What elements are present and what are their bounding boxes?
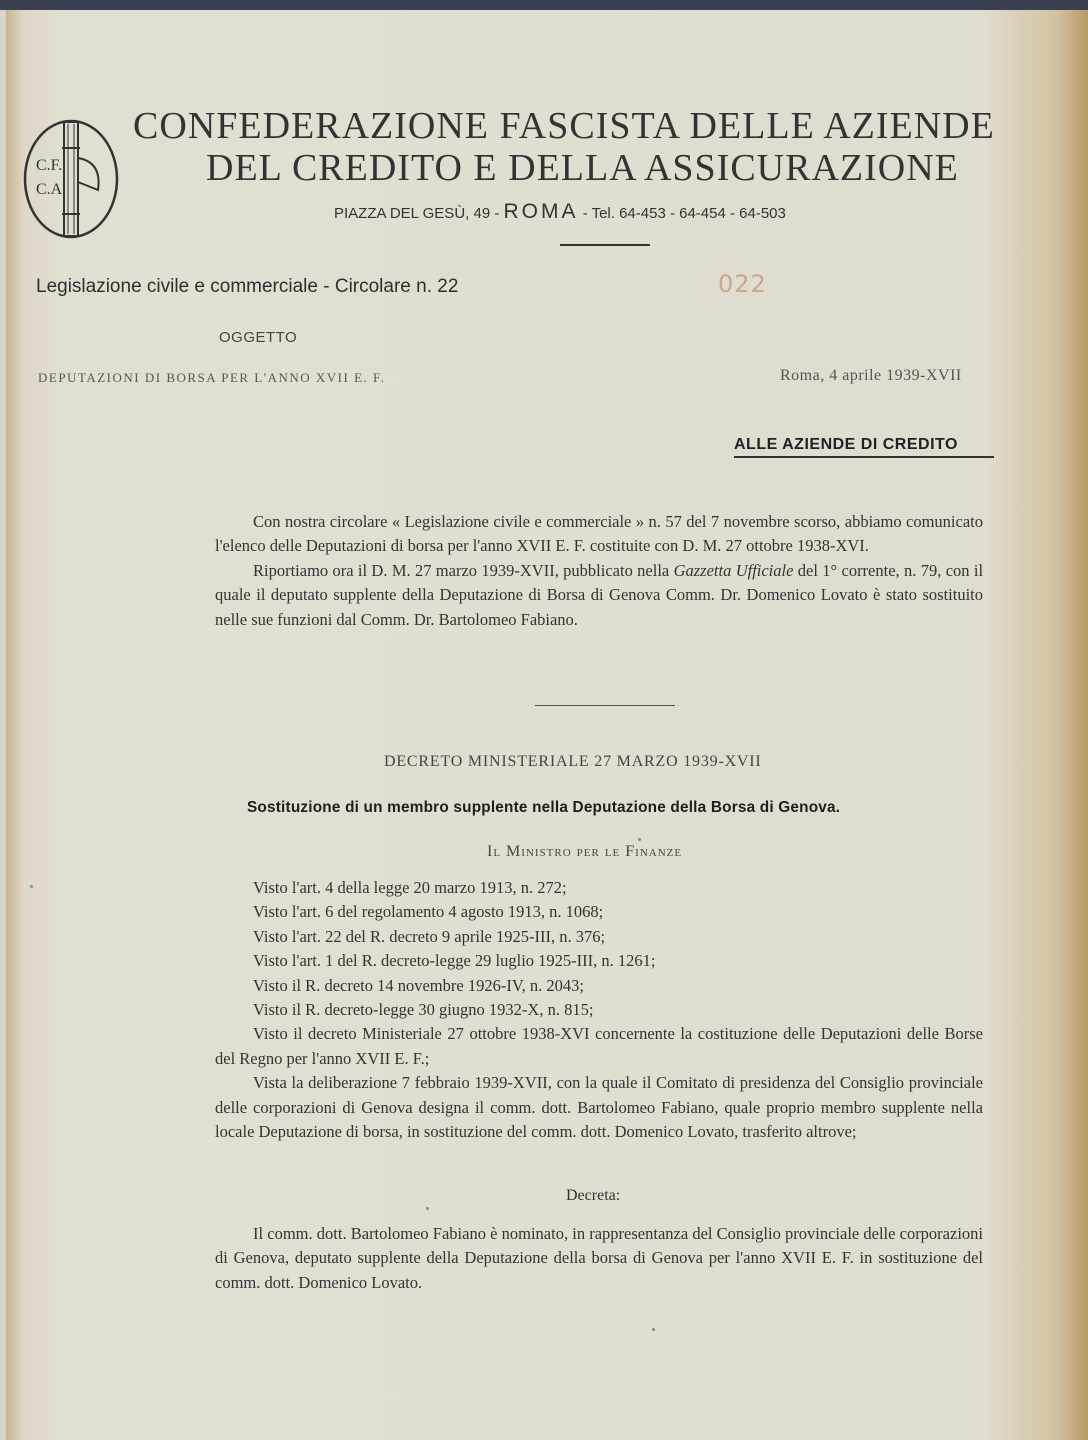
- visto-item: Visto l'art. 22 del R. decreto 9 aprile 1925-III, n. 376;: [253, 926, 606, 946]
- fascio-emblem-icon: [22, 118, 120, 240]
- visto-item: Vista la deliberazione 7 febbraio 1939-XVII, con la quale il Comitato di presidenza del Consiglio provinciale delle corporazioni di Genova designa il comm. dott. Bartolomeo Fabiano, quale proprio membro supplente nella locale Deputazione di borsa, in sostituzione del comm. dott. Domenico Lovato, trasferito altrove;: [215, 1073, 983, 1142]
- logo-letters-bottom: C.A.: [36, 181, 67, 198]
- address-phone: - Tel. 64-453 - 64-454 - 64-503: [582, 205, 786, 222]
- visto-item: Visto l'art. 1 del R. decreto-legge 29 luglio 1925-III, n. 1261;: [253, 951, 656, 971]
- visto-item: Visto il R. decreto 14 novembre 1926-IV, n. 2043;: [253, 975, 584, 995]
- scan-speck: [30, 885, 33, 888]
- address-city: ROMA: [503, 200, 579, 223]
- visto-item: Visto il R. decreto-legge 30 giugno 1932-X, n. 815;: [253, 1000, 594, 1020]
- address-street: PIAZZA DEL GESÙ, 49 -: [334, 205, 500, 222]
- body-paragraphs: [215, 510, 983, 632]
- oggetto-text: DEPUTAZIONI DI BORSA PER L'ANNO XVII E. F.: [38, 370, 386, 385]
- logo-letters-top: C.F.: [36, 157, 63, 174]
- final-paragraph: Il comm. dott. Bartolomeo Fabiano è nominato, in rappresentanza del Consiglio provinciale delle corporazioni di Genova, deputato supplente della Deputazione della borsa di Genova per l'anno XVII E. F. in sostituzione del comm. dott. Domenico Lovato.: [215, 1224, 983, 1292]
- decreto-title: DECRETO MINISTERIALE 27 MARZO 1939-XVII: [384, 753, 762, 770]
- scan-top-edge: [0, 0, 1088, 10]
- gazzetta-ufficiale-title: Gazzetta Ufficiale: [673, 560, 794, 580]
- recipient-underline: [734, 456, 994, 458]
- decreta-heading: Decreta:: [566, 1187, 621, 1204]
- handwritten-number-stamp: 022: [718, 270, 767, 298]
- scan-speck: [652, 1328, 655, 1331]
- body-paragraph-2: Riportiamo ora il D. M. 27 marzo 1939-XVII, pubblicato nella Gazzetta Ufficiale del 1° corrente, n. 79, con il quale il deputato supplente della Deputazione di Borsa di Genova Comm. Dr. Domenico Lovato è stato sostituito nelle sue funzioni dal Comm. Dr. Bartolomeo Fabiano.: [215, 560, 984, 629]
- section-divider: [535, 705, 675, 706]
- final-paragraph-block: [215, 1222, 983, 1295]
- visto-item: Visto il decreto Ministeriale 27 ottobre 1938-XVI concernente la costituzione delle Deputazioni delle Borse del Regno per l'anno XVII E. F.;: [215, 1024, 983, 1068]
- recipient-heading: ALLE AZIENDE DI CREDITO: [734, 436, 958, 453]
- header-divider: [560, 244, 650, 246]
- oggetto-label: OGGETTO: [219, 329, 298, 346]
- letter-date: Roma, 4 aprile 1939-XVII: [780, 367, 962, 384]
- body-paragraph-1: Con nostra circolare « Legislazione civile e commerciale » n. 57 del 7 novembre scorso, abbiamo comunicato l'elenco delle Deputazioni di borsa per l'anno XVII E. F. costituite con D. M. 27 ottobre 1938-XVI.: [215, 512, 983, 556]
- header-title-line2: DEL CREDITO E DELLA ASSICURAZIONE: [206, 147, 959, 189]
- circolare-label: Legislazione civile e commerciale - Circolare n. 22: [36, 276, 459, 297]
- visto-item: Visto l'art. 6 del regolamento 4 agosto 1913, n. 1068;: [253, 902, 604, 922]
- scan-speck: [638, 838, 641, 841]
- header-address: [334, 200, 786, 224]
- visto-item: Visto l'art. 4 della legge 20 marzo 1913, n. 272;: [253, 878, 567, 897]
- header-title-line1: CONFEDERAZIONE FASCISTA DELLE AZIENDE: [133, 105, 995, 147]
- ministro-heading: Il Ministro per le Finanze: [487, 843, 683, 860]
- visto-list: [215, 876, 983, 1144]
- decreto-subtitle: Sostituzione di un membro supplente nella Deputazione della Borsa di Genova.: [247, 799, 841, 816]
- scan-speck: [426, 1207, 429, 1210]
